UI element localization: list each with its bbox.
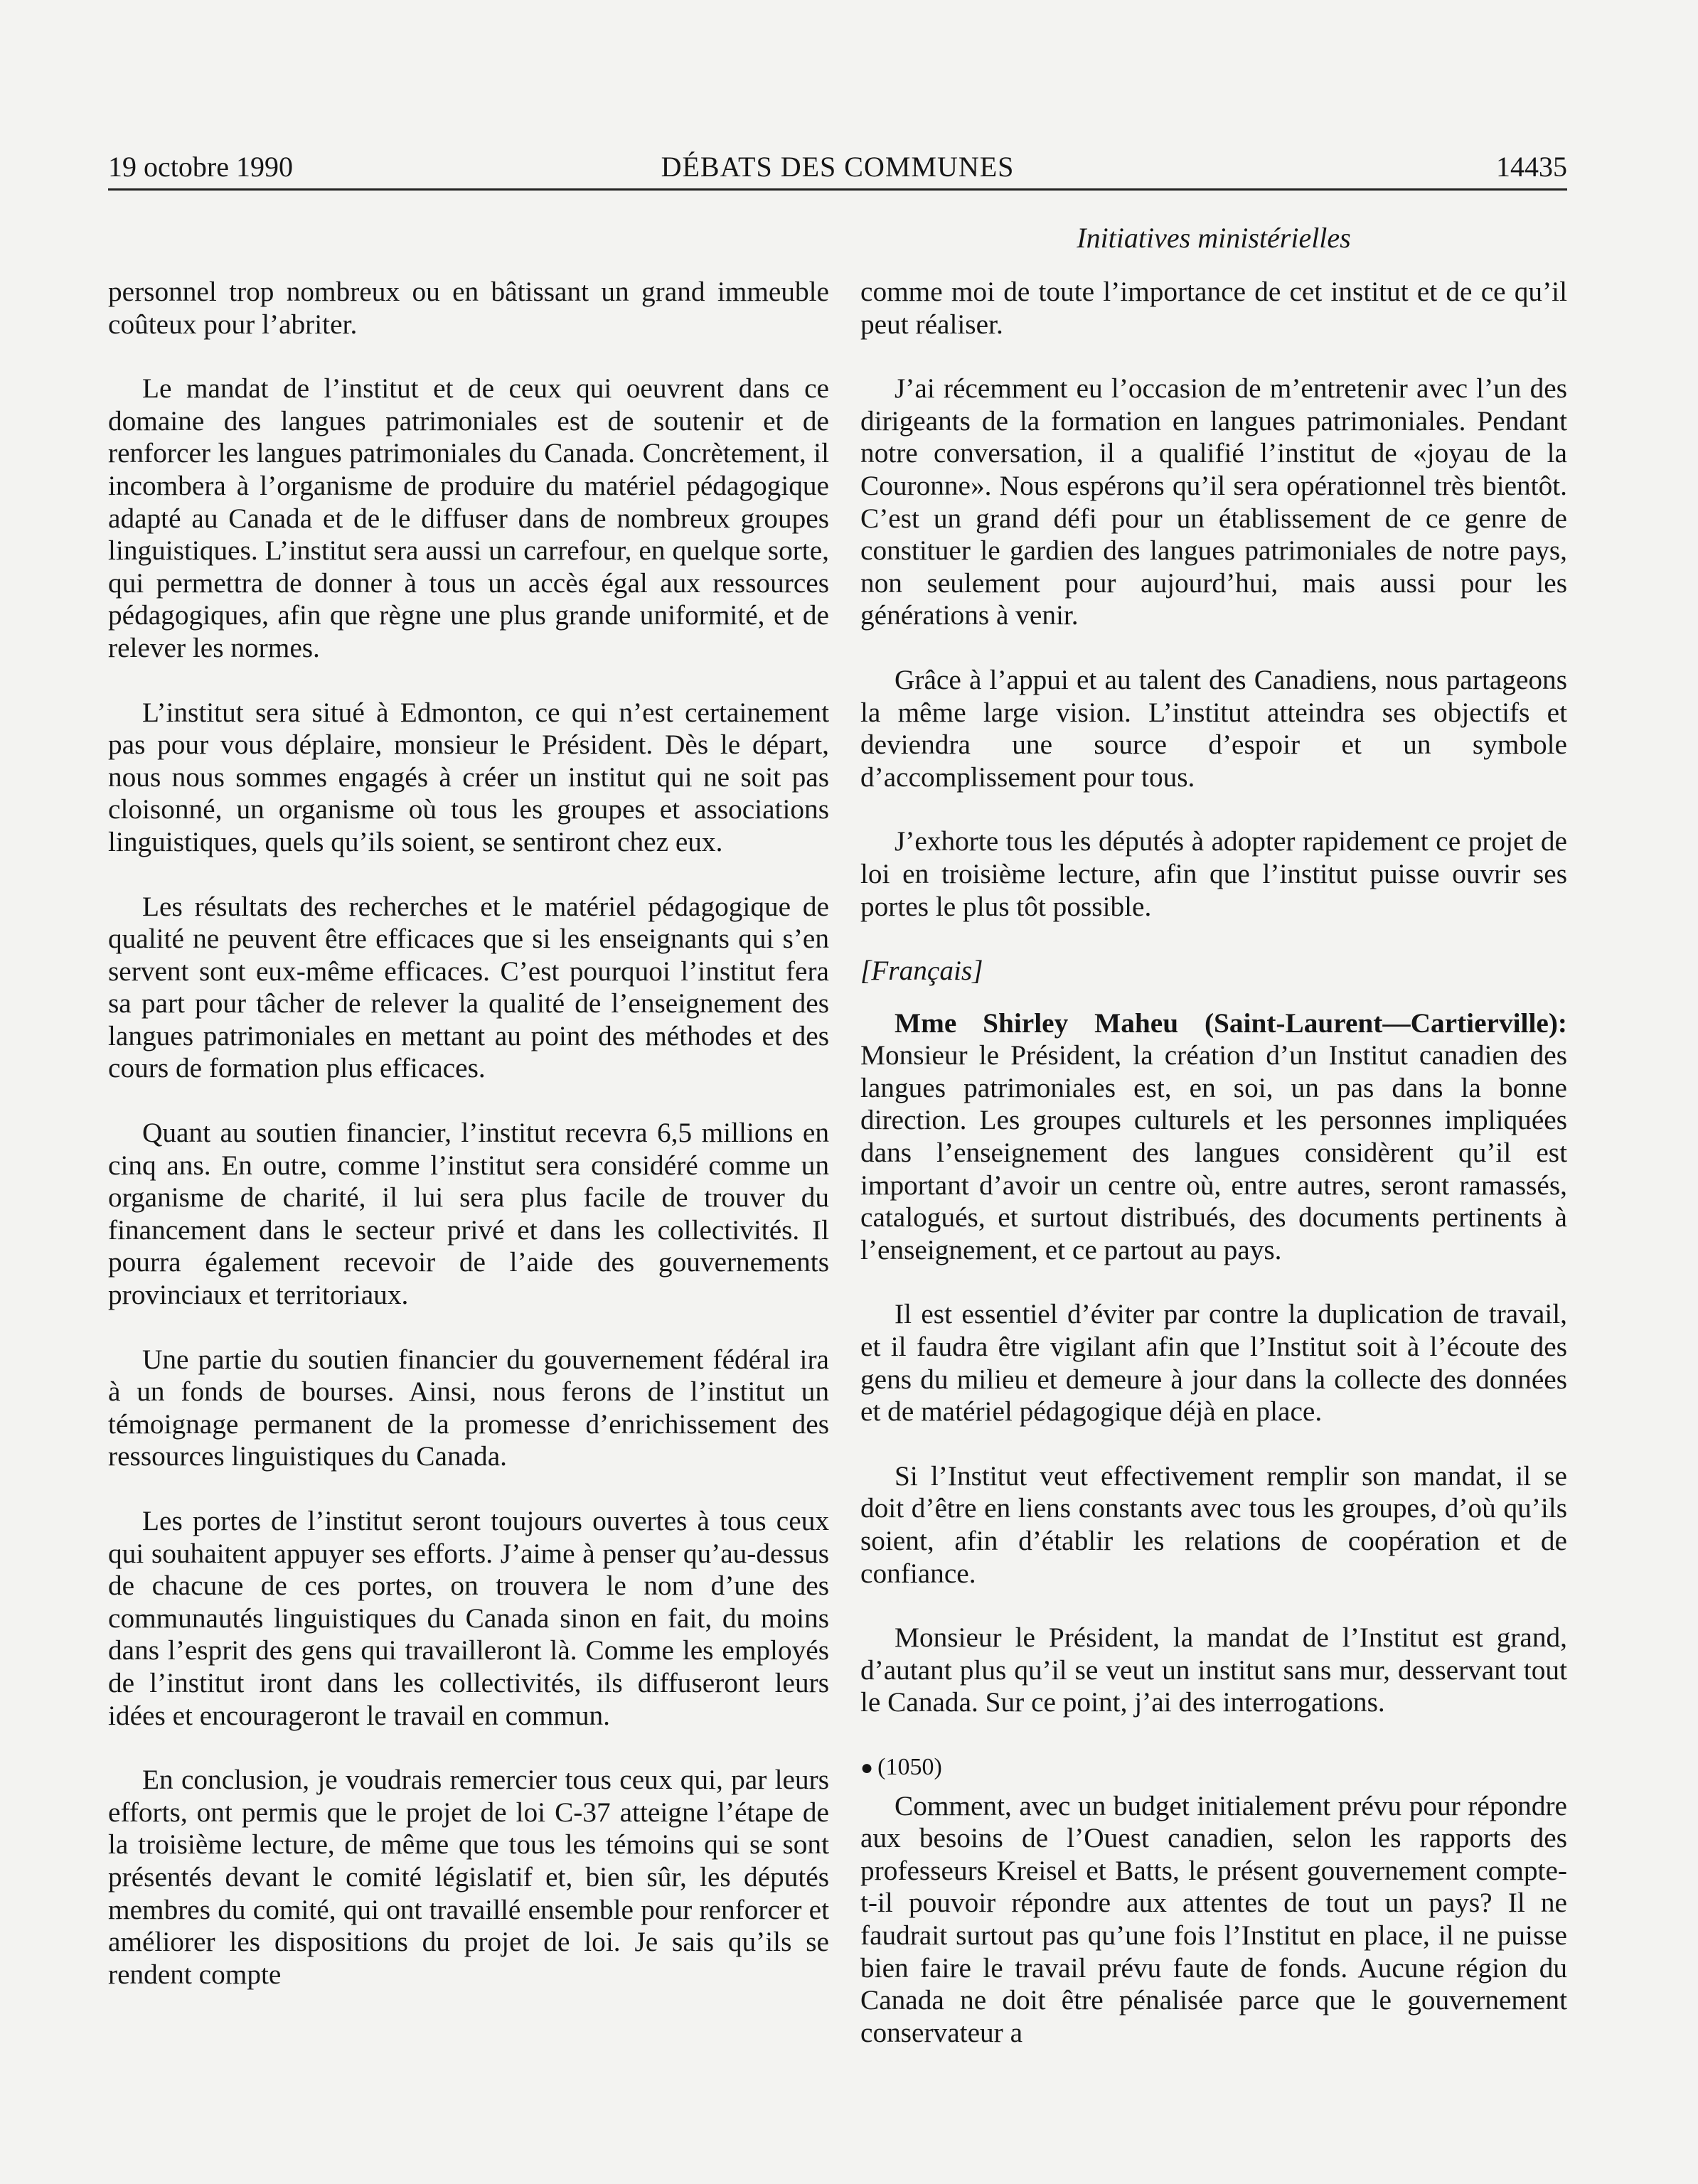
paragraph: Les résultats des recherches et le matériel pédagogique de qualité ne peuvent être efficaces que si les enseignants qui s’en servent sont eux-même efficaces. C’est pourquoi l’institut fera sa part pour tâcher de relever la qualité de l’enseignement des langues patrimoniales en mettant au point des méthodes et des cours de formation plus efficaces. xyxy=(108,890,829,1084)
language-tag: [Français] xyxy=(860,955,983,987)
paragraph: J’ai récemment eu l’occasion de m’entretenir avec l’un des dirigeants de la formation en langues patrimoniales. Pendant notre conversation, il a qualifié l’institut de «joyau de la Couronne». Nous espérons qu’il sera opérationnel très bientôt. C’est un grand défi pour un établissement de ce genre de constituer le gardien des langues patrimoniales de notre pays, non seulement pour aujourd’hui, mais aussi pour les générations à venir. xyxy=(860,373,1567,631)
paragraph: Comment, avec un budget initialement prévu pour répondre aux besoins de l’Ouest canadien, selon les rapports des professeurs Kreisel et Batts, le présent gouvernement compte-t-il pouvoir répondre aux attentes de tout un pays? Il ne faudrait surtout pas qu’une fois l’Institut en place, il ne puisse bien faire le travail prévu faute de fonds. Aucune région du Canada ne doit être pénalisée parce que le gouvernement conservateur a xyxy=(860,1789,1567,2048)
paragraph: Grâce à l’appui et au talent des Canadiens, nous partageons la même large vision. L’institut atteindra ses objectifs et deviendra une source d’espoir et un symbole d’accomplissement pour tous. xyxy=(860,663,1567,793)
time-marker-text: (1050) xyxy=(877,1753,942,1780)
paragraph: Il est essentiel d’éviter par contre la duplication de travail, et il faudra être vigilant afin que l’Institut soit à l’écoute des gens du milieu et demeure à jour dans la collecte des données et de matériel pédagogique déjà en place. xyxy=(860,1298,1567,1428)
left-column xyxy=(108,276,829,2023)
paragraph: L’institut sera situé à Edmonton, ce qui n’est certainement pas pour vous déplaire, monsieur le Président. Dès le départ, nous nous sommes engagés à créer un institut qui ne soit pas cloisonné, un organisme où tous les groupes et associations linguistiques, quels qu’ils soient, se sentiront chez eux. xyxy=(108,696,829,857)
speech-text: Monsieur le Président, la création d’un Institut canadien des langues patrimoniales est, en soi, un pas dans la bonne direction. Les groupes culturels et les personnes impliquées dans l’enseignement des langues considèrent qu’il est important d’avoir un centre où, entre autres, seront ramassés, catalogués, et surtout distribués, des documents pertinents à l’enseignement, et ce partout au pays. xyxy=(860,1039,1567,1265)
page-number: 14435 xyxy=(1496,151,1567,183)
speaker-name: Mme Shirley Maheu (Saint-Laurent—Cartierville): xyxy=(895,1007,1567,1039)
bullet-icon: ● xyxy=(860,1755,874,1779)
time-marker xyxy=(860,1751,1567,1784)
paragraph: J’exhorte tous les députés à adopter rapidement ce projet de loi en troisième lecture, afin que l’institut puisse ouvrir ses portes le plus tôt possible. xyxy=(860,825,1567,922)
paragraph: Une partie du soutien financier du gouvernement fédéral ira à un fonds de bourses. Ainsi, nous ferons de l’institut un témoignage permanent de la promesse d’enrichissement des ressources linguistiques du Canada. xyxy=(108,1343,829,1472)
paragraph: Quant au soutien financier, l’institut recevra 6,5 millions en cinq ans. En outre, comme l’institut sera considéré comme un organisme de charité, il lui sera plus facile de trouver du financement dans le secteur privé et dans les collectivités. Il pourra également recevoir de l’aide des gouvernements provinciaux et territoriaux. xyxy=(108,1117,829,1311)
page-header xyxy=(108,146,1567,191)
paragraph: Les portes de l’institut seront toujours ouvertes à tous ceux qui souhaitent appuyer ses efforts. J’aime à penser qu’au-dessus de chacune de ces portes, on trouvera le nom d’une des communautés linguistiques du Canada sinon en fait, du moins dans l’esprit des gens qui travailleront là. Comme les employés de l’institut iront dans les collectivités, ils diffuseront leurs idées et encourageront le travail en commun. xyxy=(108,1505,829,1731)
paragraph: Monsieur le Président, la mandat de l’Institut est grand, d’autant plus qu’il se veut un institut sans mur, desservant tout le Canada. Sur ce point, j’ai des interrogations. xyxy=(860,1622,1567,1718)
header-date: 19 octobre 1990 xyxy=(108,151,293,183)
paragraph: personnel trop nombreux ou en bâtissant un grand immeuble coûteux pour l’abriter. xyxy=(108,276,829,340)
section-label: Initiatives ministérielles xyxy=(1077,222,1351,254)
speech-paragraph xyxy=(860,1007,1567,1267)
paragraph: En conclusion, je voudrais remercier tous ceux qui, par leurs efforts, ont permis que le projet de loi C-37 atteigne l’étape de la troisième lecture, de même que tous les témoins qui se sont présentés devant le comité législatif et, bien sûr, les députés membres du comité, qui ont travaillé ensemble pour renforcer et améliorer les dispositions du projet de loi. Je sais qu’ils se rendent compte xyxy=(108,1764,829,1990)
right-column xyxy=(860,276,1567,2081)
header-title: DÉBATS DES COMMUNES xyxy=(661,151,1015,183)
paragraph: Si l’Institut veut effectivement remplir son mandat, il se doit d’être en liens constants avec tous les groupes, d’où qu’ils soient, afin d’établir les relations de coopération et de confiance. xyxy=(860,1460,1567,1589)
paragraph: comme moi de toute l’importance de cet institut et de ce qu’il peut réaliser. xyxy=(860,276,1567,340)
paragraph: Le mandat de l’institut et de ceux qui oeuvrent dans ce domaine des langues patrimoniales est de soutenir et de renforcer les langues patrimoniales du Canada. Concrètement, il incombera à l’organisme de produire du matériel pédagogique adapté au Canada et de le diffuser dans de nombreux groupes linguistiques. L’institut sera aussi un carrefour, en quelque sorte, qui permettra de donner à tous un accès égal aux ressources pédagogiques, afin que règne une plus grande uniformité, et de relever les normes. xyxy=(108,373,829,663)
